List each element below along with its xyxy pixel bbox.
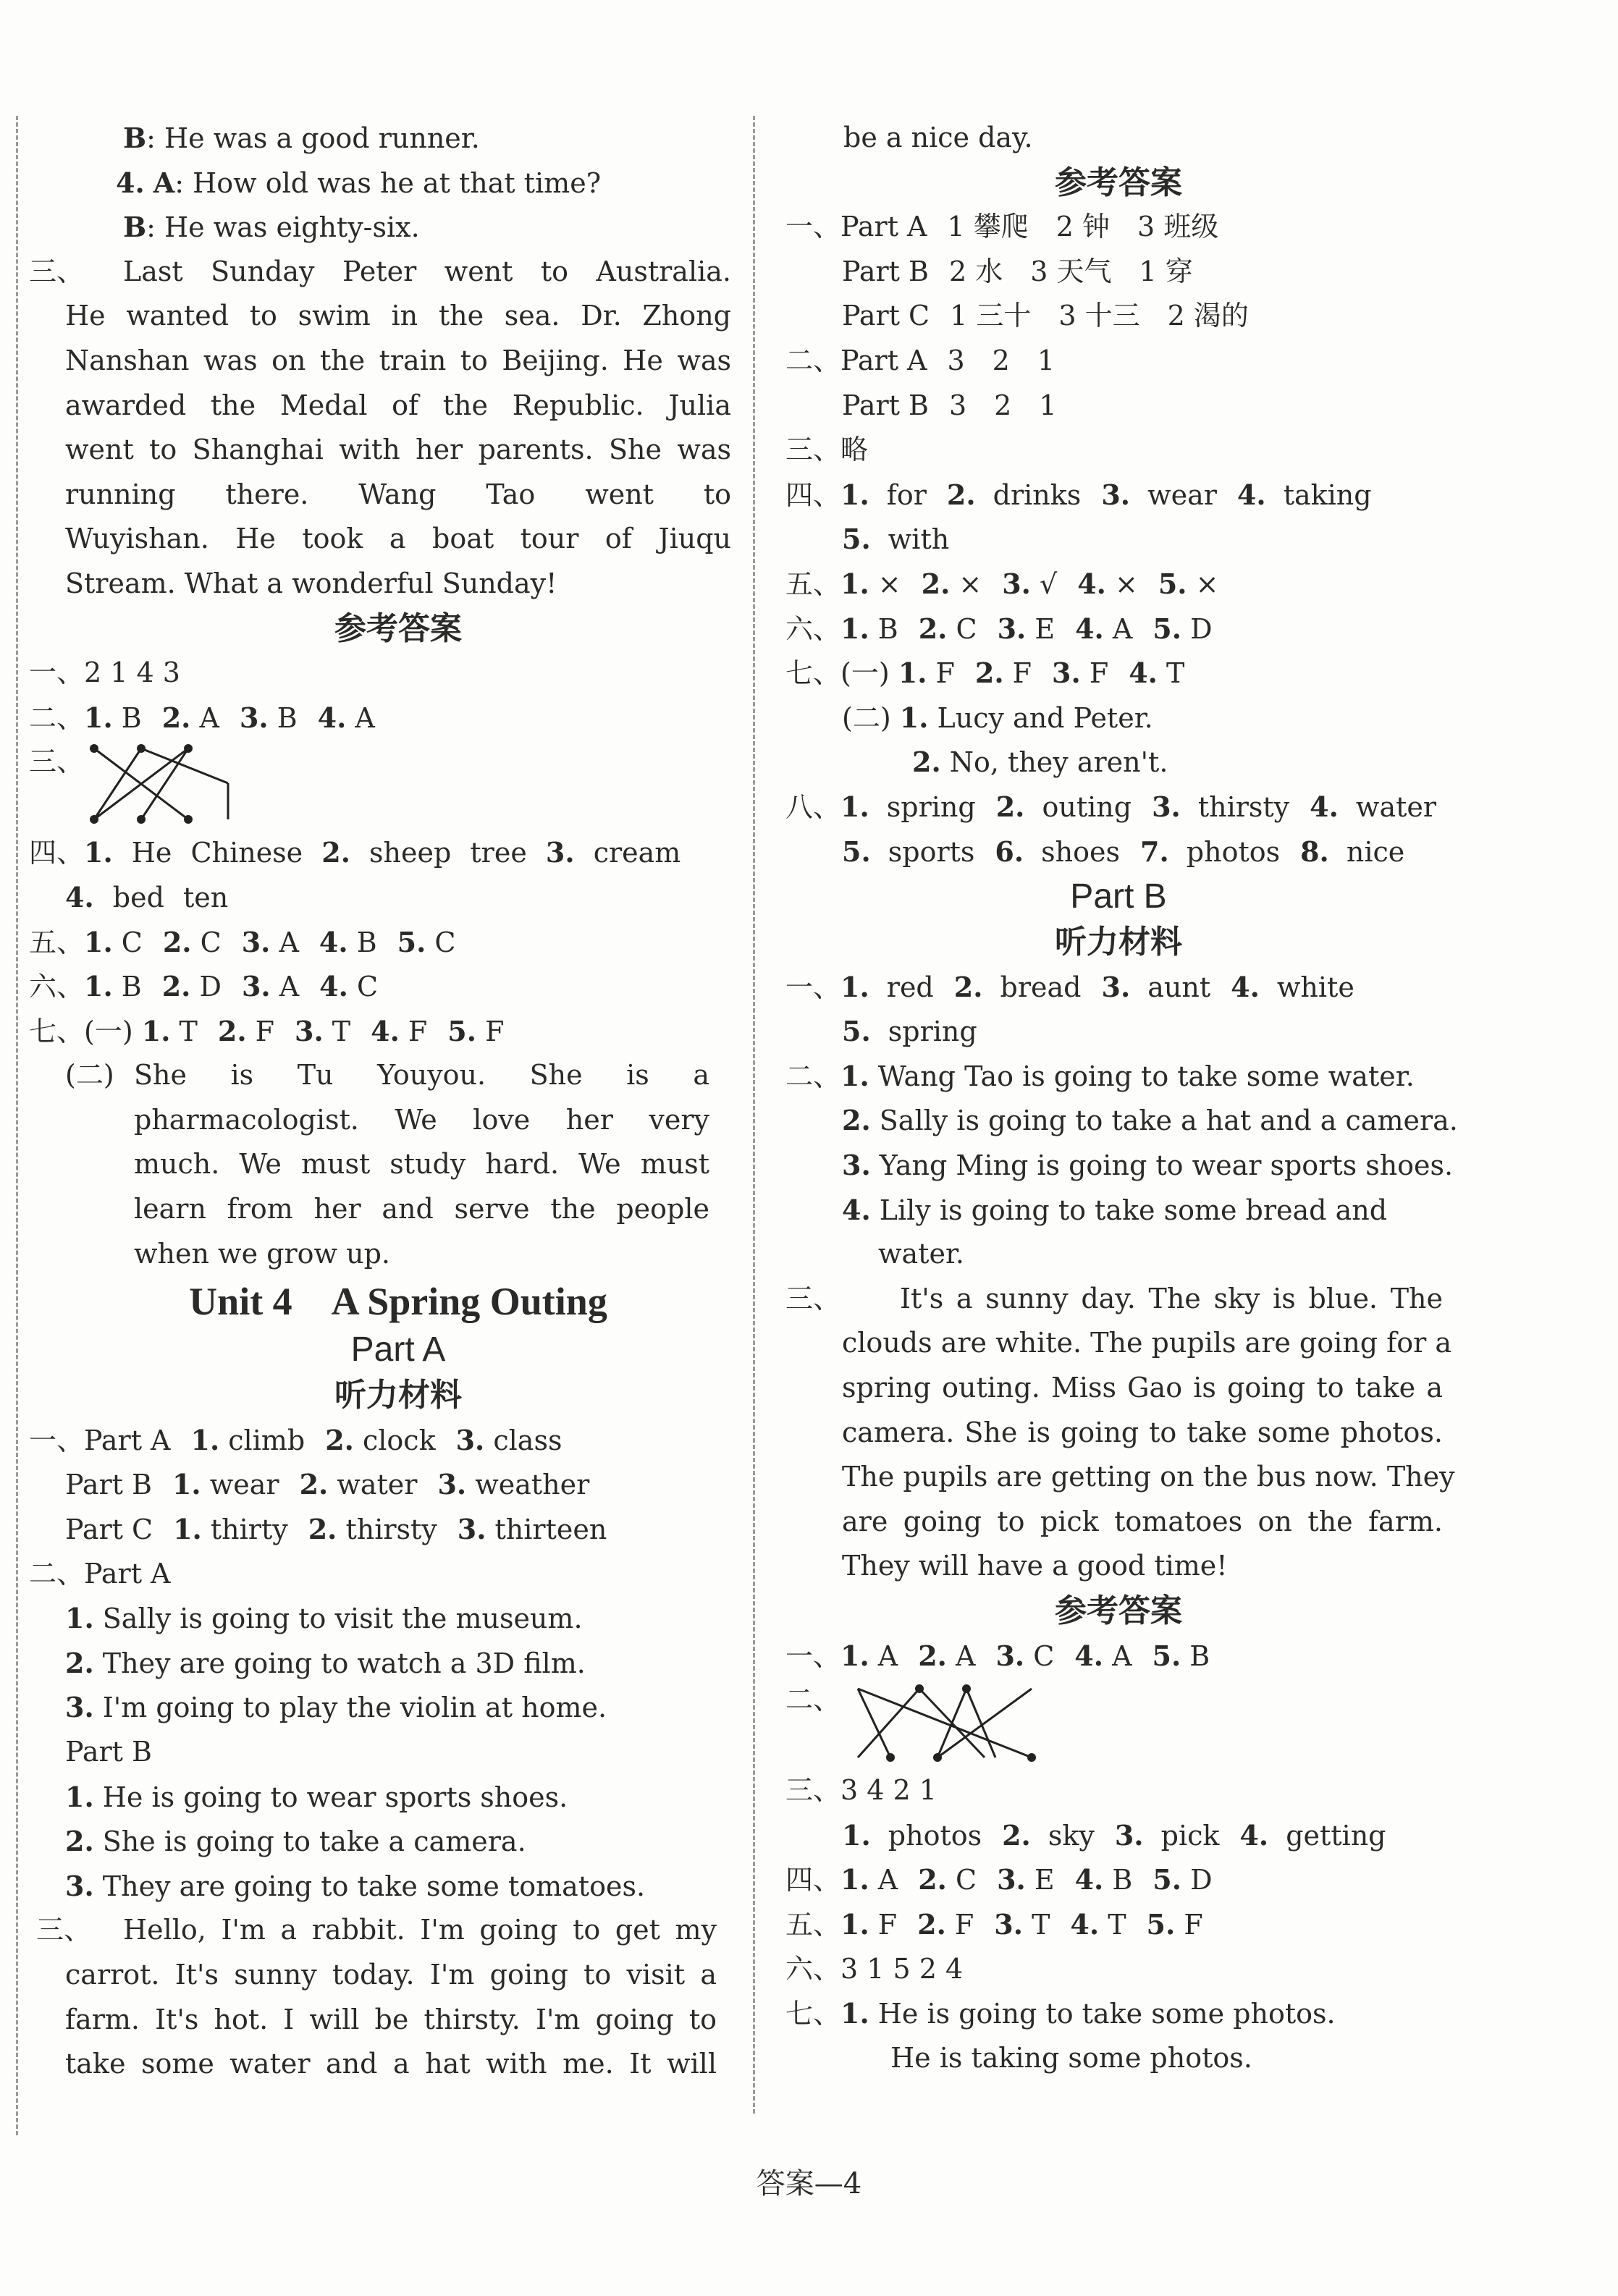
section-label: 三、 [36, 1914, 92, 1946]
answer-c5: 五、1. F 2. F 3. T 4. T 5. F [785, 1907, 1203, 1941]
answer-row-1a: 一、Part A 1 攀爬 2 钟 3 班级 [785, 211, 1219, 243]
answer-row-8-cont: 5. sports 6. shoes 7. photos 8. nice [842, 835, 1405, 868]
listening-row-1c: Part C 1. thirty 2. thirsty 3. thirteen [65, 1513, 607, 1546]
answer-row-6: 六、1. B 2. D 3. A 4. C [29, 970, 379, 1003]
passage-line: It's a sunny day. The sky is blue. The [900, 1282, 1443, 1314]
dialog-line: 4. A: How old was he at that time? [116, 166, 602, 199]
answer-row-8: 八、1. spring 2. outing 3. thirsty 4. water [785, 790, 1437, 823]
match-dot [962, 1684, 971, 1693]
answer-c6: 六、3 1 5 2 4 [785, 1952, 964, 1985]
left-column [29, 116, 731, 2087]
answer-c3: 三、3 4 2 1 [785, 1774, 937, 1807]
unit-title: Unit 4 A Spring Outing [189, 1280, 607, 1324]
answers-heading: 参考答案 [334, 609, 462, 647]
answer-c4: 四、1. A 2. C 3. E 4. B 5. D [785, 1863, 1213, 1896]
answer-row-2: 二、1. B 2. A 3. B 4. A [29, 701, 375, 734]
passage-line: Stream. What a wonderful Sunday! [65, 567, 557, 599]
passage-line: pharmacologist. We love her very [134, 1103, 709, 1136]
column-divider [753, 116, 755, 2114]
matching-answer-2 [785, 1678, 1451, 1768]
passage-line: went to Shanghai with her parents. She was [65, 434, 731, 466]
answer-c3-words: 1. photos 2. sky 3. pick 4. getting [842, 1818, 1386, 1852]
sentence: 3. They are going to take some tomatoes. [65, 1869, 646, 1902]
section-label: 三、 [29, 255, 85, 287]
sub-label: (二) [65, 1059, 114, 1092]
listening-row-1b: Part B 1. wear 2. water 3. weather [65, 1468, 590, 1501]
passage-1 [29, 250, 731, 607]
sentence: 2. She is going to take a camera. [65, 1825, 526, 1858]
answer-row-7: 七、(一) 1. F 2. F 3. F 4. T [785, 657, 1185, 690]
passage-line: Last Sunday Peter went to Australia. [123, 255, 731, 287]
sentence: 1. He is going to wear sports shoes. [65, 1780, 568, 1813]
match-dot [184, 744, 193, 753]
answer-row-5: 五、1. × 2. × 3. √ 4. × 5. × [785, 567, 1219, 600]
answer-row-7: 七、(一) 1. T 2. F 3. T 4. F 5. F [29, 1014, 505, 1047]
match-dot [1027, 1753, 1036, 1762]
sentence: 2. Sally is going to take a hat and a camera. [842, 1104, 1458, 1137]
passage-line: much. We must study hard. We must [134, 1148, 709, 1181]
passage-line: Wuyishan. He took a boat tour of Jiuqu [65, 523, 731, 555]
sentence: 二、1. Wang Tao is going to take some water. [785, 1059, 1415, 1092]
sentence: 1. Sally is going to visit the museum. [65, 1602, 583, 1635]
answer-c7-cont: He is taking some photos. [890, 2041, 1252, 2074]
passage-line: learn from her and serve the people [134, 1193, 709, 1225]
match-dot [184, 815, 193, 824]
passage-line: The pupils are getting on the bus now. They [842, 1461, 1455, 1493]
answer-row-4: 四、1. for 2. drinks 3. wear 4. taking [785, 478, 1372, 511]
left-margin-divider [16, 116, 18, 2135]
passage-line: clouds are white. The pupils are going for a [842, 1327, 1452, 1359]
answer-row-5: 五、1. C 2. C 3. A 4. B 5. C [29, 925, 456, 958]
section-label: 三、 [785, 1282, 841, 1314]
match-dot [915, 1684, 924, 1693]
match-dot [137, 744, 146, 753]
answer-row-6: 六、1. B 2. C 3. E 4. A 5. D [785, 612, 1213, 645]
listening-row-2: 二、Part A [29, 1557, 171, 1590]
sentence: 2. They are going to watch a 3D film. [65, 1646, 586, 1679]
match-dot [886, 1753, 895, 1762]
passage-line: She is Tu Youyou. She is a [134, 1059, 709, 1092]
answers-heading-2: 参考答案 [1055, 1592, 1182, 1629]
answer-c7: 七、1. He is going to take some photos. [785, 1997, 1336, 2030]
matching-lines-diagram [83, 740, 250, 827]
answer-row-7-q1: (二) 1. Lucy and Peter. [842, 701, 1153, 734]
answer-row-1b: Part B 2 水 3 天气 1 穿 [842, 255, 1193, 287]
passage-line: spring outing. Miss Gao is going to take a [842, 1372, 1443, 1404]
part-b-heading: Part B [1070, 877, 1167, 916]
dialog-line: B: He was eighty-six. [123, 211, 420, 244]
answer-row-1c: Part C 1 三十 3 十三 2 渴的 [842, 300, 1249, 332]
right-column [785, 116, 1458, 2080]
match-dot [933, 1753, 942, 1762]
passage-line: are going to pick tomatoes on the farm. [842, 1505, 1443, 1537]
sentence: 3. Yang Ming is going to wear sports shoes. [842, 1149, 1454, 1182]
answers-heading: 参考答案 [1055, 164, 1182, 201]
match-dot [137, 815, 146, 824]
passage-line: running there. Wang Tao went to [65, 478, 731, 510]
answer-row-7-paragraph [65, 1053, 731, 1276]
dialog-line: B: He was a good runner. [123, 122, 480, 154]
passage-line: farm. It's hot. I will be thirsty. I'm going to [65, 2003, 717, 2035]
sentence: 3. I'm going to play the violin at home. [65, 1691, 607, 1724]
passage-line: awarded the Medal of the Republic. Julia [65, 389, 731, 421]
passage-line: Hello, I'm a rabbit. I'm going to get my [123, 1914, 717, 1946]
answer-row-2a: 二、Part A 3 2 1 [785, 344, 1056, 376]
matching-answer-1 [29, 740, 731, 830]
answer-row-7-q2: 2. No, they aren't. [912, 746, 1168, 779]
listening-heading: 听力材料 [334, 1377, 462, 1414]
listening-heading: 听力材料 [1055, 924, 1182, 961]
match-dot [90, 815, 98, 824]
answer-row-4: 四、1. He Chinese 2. sheep tree 3. cream [29, 836, 681, 869]
answer-row-4-cont: 5. with [842, 523, 950, 556]
answer-row-1: 一、2 1 4 3 [29, 657, 180, 689]
listening-row-1a: 一、Part A 1. climb 2. clock 3. class [29, 1423, 562, 1456]
part-a-heading: Part A [350, 1330, 446, 1369]
passage-line: Nanshan was on the train to Beijing. He was [65, 344, 731, 376]
passage-line: He wanted to swim in the sea. Dr. Zhong [65, 300, 731, 332]
passage-line: carrot. It's sunny today. I'm going to visit a [65, 1958, 717, 1991]
answer-row-2b: Part B 3 2 1 [842, 389, 1057, 421]
matching-lines-diagram [851, 1678, 1053, 1765]
passage-line: They will have a good time! [842, 1550, 1228, 1582]
section-label: 二、 [785, 1684, 841, 1716]
listening-row-1: 一、1. red 2. bread 3. aunt 4. white [785, 970, 1354, 1003]
page-number: 答案—4 [756, 2167, 862, 2200]
passage-line: when we grow up. [134, 1237, 390, 1270]
answer-row-4-cont: 4. bed ten [65, 880, 229, 913]
sentence: 4. Lily is going to take some bread and [842, 1193, 1388, 1226]
part-b-label: Part B [65, 1736, 152, 1768]
passage-2 [36, 1908, 731, 2086]
answer-row-3: 三、略 [785, 434, 869, 466]
passage-line: camera. She is going to take some photos. [842, 1416, 1443, 1448]
section-label: 三、 [29, 746, 85, 778]
match-dot [90, 744, 98, 753]
passage-continuation: be a nice day. [843, 122, 1033, 153]
sentence-cont: water. [878, 1238, 965, 1270]
passage-3 [785, 1277, 1455, 1589]
passage-line: take some water and a hat with me. It will [65, 2048, 717, 2080]
answer-c1: 一、1. A 2. A 3. C 4. A 5. B [785, 1639, 1210, 1672]
listening-row-1-cont: 5. spring [842, 1015, 977, 1048]
